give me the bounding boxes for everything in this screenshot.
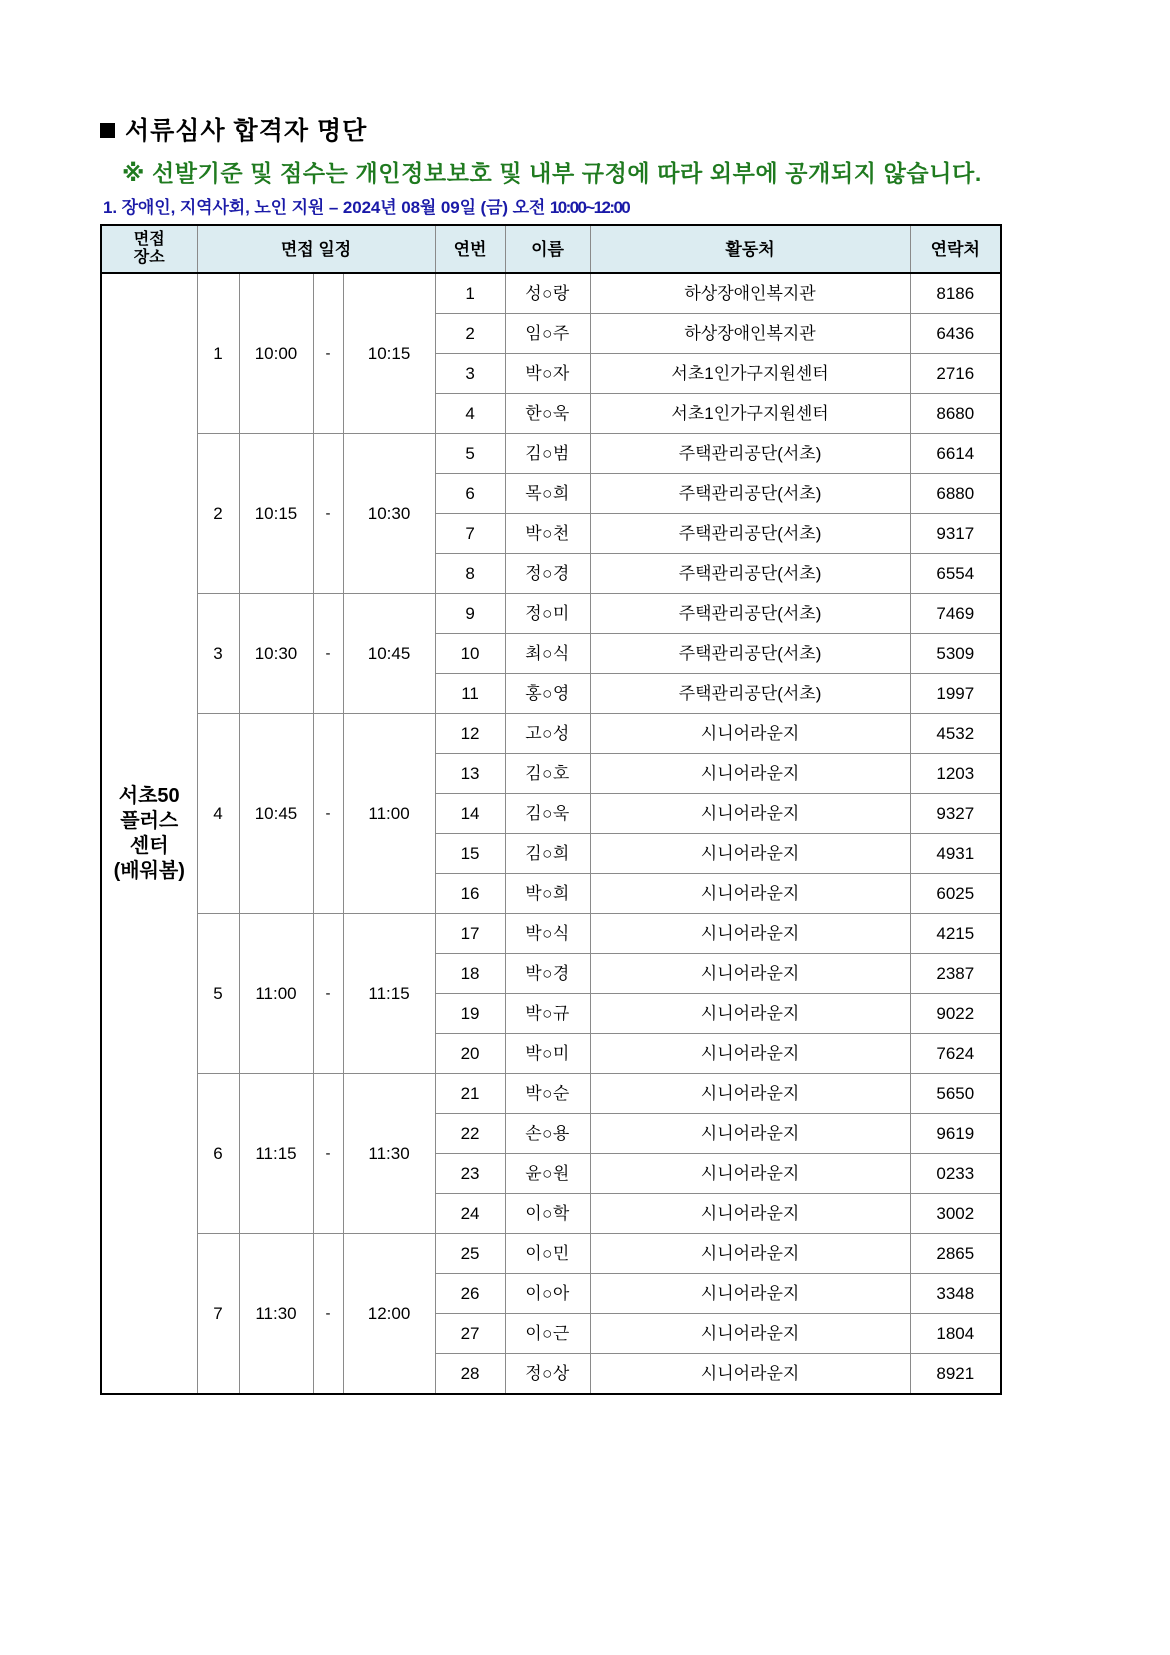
row-seq-cell: 11 [435, 674, 505, 714]
row-contact-cell: 2865 [910, 1234, 1001, 1274]
row-site-cell: 시니어라운지 [590, 834, 910, 874]
row-name-cell: 성○랑 [505, 273, 590, 314]
row-seq-cell: 4 [435, 394, 505, 434]
row-name-cell: 정○미 [505, 594, 590, 634]
row-site-cell: 하상장애인복지관 [590, 273, 910, 314]
row-seq-cell: 1 [435, 273, 505, 314]
row-site-cell: 시니어라운지 [590, 714, 910, 754]
interview-venue-4: (배워봄) [113, 859, 185, 882]
row-contact-cell: 6614 [910, 434, 1001, 474]
row-contact-cell: 6436 [910, 314, 1001, 354]
row-seq-cell: 27 [435, 1314, 505, 1354]
row-name-cell: 윤○원 [505, 1154, 590, 1194]
row-seq-cell: 10 [435, 634, 505, 674]
table-row [101, 273, 1001, 314]
square-bullet-icon [100, 123, 115, 138]
interview-venue-cell [101, 273, 197, 1394]
row-contact-cell: 9619 [910, 1114, 1001, 1154]
privacy-note: ※ 선발기준 및 점수는 개인정보보호 및 내부 규정에 따라 외부에 공개되지 않습니다. [122, 159, 982, 186]
group-number-cell: 5 [197, 914, 239, 1074]
row-name-cell: 임○주 [505, 314, 590, 354]
row-name-cell: 박○미 [505, 1034, 590, 1074]
row-name-cell: 목○희 [505, 474, 590, 514]
row-contact-cell: 1203 [910, 754, 1001, 794]
row-contact-cell: 9327 [910, 794, 1001, 834]
row-seq-cell: 7 [435, 514, 505, 554]
interview-venue-3: 센터 [129, 834, 169, 857]
row-contact-cell: 9317 [910, 514, 1001, 554]
row-site-cell: 시니어라운지 [590, 954, 910, 994]
table-row [101, 1234, 1001, 1274]
row-seq-cell: 20 [435, 1034, 505, 1074]
section-subtitle [103, 198, 1070, 218]
column-header-seq: 연번 [435, 225, 505, 273]
row-seq-cell: 17 [435, 914, 505, 954]
row-contact-cell: 4931 [910, 834, 1001, 874]
time-range-dash: - [313, 594, 343, 714]
row-seq-cell: 15 [435, 834, 505, 874]
row-name-cell: 김○범 [505, 434, 590, 474]
row-seq-cell: 21 [435, 1074, 505, 1114]
row-seq-cell: 16 [435, 874, 505, 914]
row-site-cell: 시니어라운지 [590, 1274, 910, 1314]
group-number-cell: 2 [197, 434, 239, 594]
time-range-dash: - [313, 273, 343, 434]
group-number-cell: 6 [197, 1074, 239, 1234]
row-name-cell: 이○학 [505, 1194, 590, 1234]
row-site-cell: 주택관리공단(서초) [590, 554, 910, 594]
row-seq-cell: 9 [435, 594, 505, 634]
row-name-cell: 박○규 [505, 994, 590, 1034]
row-name-cell: 박○천 [505, 514, 590, 554]
row-contact-cell: 4532 [910, 714, 1001, 754]
row-name-cell: 박○희 [505, 874, 590, 914]
row-site-cell: 주택관리공단(서초) [590, 634, 910, 674]
time-range-dash: - [313, 914, 343, 1074]
group-end-time-cell: 10:45 [343, 594, 435, 714]
row-contact-cell: 1804 [910, 1314, 1001, 1354]
time-range-dash: - [313, 1234, 343, 1395]
group-number-cell: 3 [197, 594, 239, 714]
group-end-time-cell: 12:00 [343, 1234, 435, 1395]
section-subtitle-time: 10:00~12:00 [549, 197, 630, 217]
row-site-cell: 시니어라운지 [590, 1354, 910, 1395]
row-site-cell: 시니어라운지 [590, 1154, 910, 1194]
table-row [101, 594, 1001, 634]
row-seq-cell: 12 [435, 714, 505, 754]
row-name-cell: 정○상 [505, 1354, 590, 1395]
row-name-cell: 박○식 [505, 914, 590, 954]
row-seq-cell: 3 [435, 354, 505, 394]
row-contact-cell: 1997 [910, 674, 1001, 714]
interview-venue-1: 서초50 [118, 784, 180, 807]
row-site-cell: 시니어라운지 [590, 794, 910, 834]
time-range-dash: - [313, 434, 343, 594]
row-name-cell: 박○순 [505, 1074, 590, 1114]
row-name-cell: 김○욱 [505, 794, 590, 834]
row-site-cell: 시니어라운지 [590, 1314, 910, 1354]
group-start-time-cell: 10:30 [239, 594, 313, 714]
row-seq-cell: 6 [435, 474, 505, 514]
row-site-cell: 하상장애인복지관 [590, 314, 910, 354]
page-title-text: 서류심사 합격자 명단 [125, 117, 368, 145]
row-name-cell: 박○경 [505, 954, 590, 994]
row-seq-cell: 19 [435, 994, 505, 1034]
row-seq-cell: 5 [435, 434, 505, 474]
row-contact-cell: 7469 [910, 594, 1001, 634]
row-contact-cell: 0233 [910, 1154, 1001, 1194]
row-contact-cell: 9022 [910, 994, 1001, 1034]
row-contact-cell: 8921 [910, 1354, 1001, 1395]
page-title [100, 118, 1070, 146]
row-seq-cell: 22 [435, 1114, 505, 1154]
row-seq-cell: 26 [435, 1274, 505, 1314]
group-end-time-cell: 10:15 [343, 273, 435, 434]
row-contact-cell: 6554 [910, 554, 1001, 594]
group-number-cell: 1 [197, 273, 239, 434]
group-start-time-cell: 10:00 [239, 273, 313, 434]
row-contact-cell: 3348 [910, 1274, 1001, 1314]
row-site-cell: 시니어라운지 [590, 1194, 910, 1234]
row-site-cell: 시니어라운지 [590, 1034, 910, 1074]
group-end-time-cell: 11:15 [343, 914, 435, 1074]
row-name-cell: 김○호 [505, 754, 590, 794]
row-site-cell: 주택관리공단(서초) [590, 514, 910, 554]
table-row [101, 1074, 1001, 1114]
row-name-cell: 홍○영 [505, 674, 590, 714]
row-site-cell: 주택관리공단(서초) [590, 434, 910, 474]
row-seq-cell: 18 [435, 954, 505, 994]
row-contact-cell: 5650 [910, 1074, 1001, 1114]
column-header-place [101, 225, 197, 273]
group-number-cell: 4 [197, 714, 239, 914]
row-site-cell: 시니어라운지 [590, 914, 910, 954]
row-contact-cell: 2716 [910, 354, 1001, 394]
row-contact-cell: 8680 [910, 394, 1001, 434]
row-seq-cell: 8 [435, 554, 505, 594]
row-contact-cell: 3002 [910, 1194, 1001, 1234]
row-contact-cell: 2387 [910, 954, 1001, 994]
row-name-cell: 박○자 [505, 354, 590, 394]
row-contact-cell: 4215 [910, 914, 1001, 954]
row-name-cell: 이○근 [505, 1314, 590, 1354]
column-header-schedule: 면접 일정 [197, 225, 435, 273]
group-start-time-cell: 11:00 [239, 914, 313, 1074]
time-range-dash: - [313, 1074, 343, 1234]
row-seq-cell: 13 [435, 754, 505, 794]
row-contact-cell: 6880 [910, 474, 1001, 514]
row-contact-cell: 6025 [910, 874, 1001, 914]
row-site-cell: 주택관리공단(서초) [590, 674, 910, 714]
group-end-time-cell: 10:30 [343, 434, 435, 594]
row-seq-cell: 2 [435, 314, 505, 354]
column-header-contact: 연락처 [910, 225, 1001, 273]
column-header-name: 이름 [505, 225, 590, 273]
row-contact-cell: 7624 [910, 1034, 1001, 1074]
time-range-dash: - [313, 714, 343, 914]
group-number-cell: 7 [197, 1234, 239, 1395]
row-seq-cell: 14 [435, 794, 505, 834]
column-header-site: 활동처 [590, 225, 910, 273]
row-site-cell: 서초1인가구지원센터 [590, 394, 910, 434]
row-seq-cell: 28 [435, 1354, 505, 1395]
group-end-time-cell: 11:00 [343, 714, 435, 914]
interview-venue-2: 플러스 [120, 809, 179, 832]
table-row [101, 434, 1001, 474]
section-subtitle-text: 1. 장애인, 지역사회, 노인 지원 – 2024년 08월 09일 (금) 오전 [103, 197, 550, 217]
row-site-cell: 주택관리공단(서초) [590, 474, 910, 514]
row-seq-cell: 25 [435, 1234, 505, 1274]
row-site-cell: 서초1인가구지원센터 [590, 354, 910, 394]
row-site-cell: 주택관리공단(서초) [590, 594, 910, 634]
row-seq-cell: 24 [435, 1194, 505, 1234]
table-row [101, 714, 1001, 754]
row-seq-cell: 23 [435, 1154, 505, 1194]
group-start-time-cell: 11:30 [239, 1234, 313, 1395]
row-name-cell: 이○민 [505, 1234, 590, 1274]
table-header-row [101, 225, 1001, 273]
row-contact-cell: 5309 [910, 634, 1001, 674]
row-name-cell: 최○식 [505, 634, 590, 674]
row-name-cell: 고○성 [505, 714, 590, 754]
row-site-cell: 시니어라운지 [590, 1114, 910, 1154]
row-site-cell: 시니어라운지 [590, 754, 910, 794]
group-start-time-cell: 11:15 [239, 1074, 313, 1234]
row-site-cell: 시니어라운지 [590, 874, 910, 914]
table-body [101, 273, 1001, 1394]
row-name-cell: 이○아 [505, 1274, 590, 1314]
row-site-cell: 시니어라운지 [590, 1074, 910, 1114]
row-name-cell: 김○희 [505, 834, 590, 874]
row-name-cell: 한○욱 [505, 394, 590, 434]
row-site-cell: 시니어라운지 [590, 1234, 910, 1274]
interview-schedule-table [100, 224, 1002, 1395]
group-end-time-cell: 11:30 [343, 1074, 435, 1234]
table-row [101, 914, 1001, 954]
group-start-time-cell: 10:45 [239, 714, 313, 914]
row-site-cell: 시니어라운지 [590, 994, 910, 1034]
column-header-place-line2: 장소 [133, 249, 165, 267]
row-contact-cell: 8186 [910, 273, 1001, 314]
column-header-place-line1: 면접 [133, 231, 165, 249]
row-name-cell: 정○경 [505, 554, 590, 594]
group-start-time-cell: 10:15 [239, 434, 313, 594]
row-name-cell: 손○용 [505, 1114, 590, 1154]
